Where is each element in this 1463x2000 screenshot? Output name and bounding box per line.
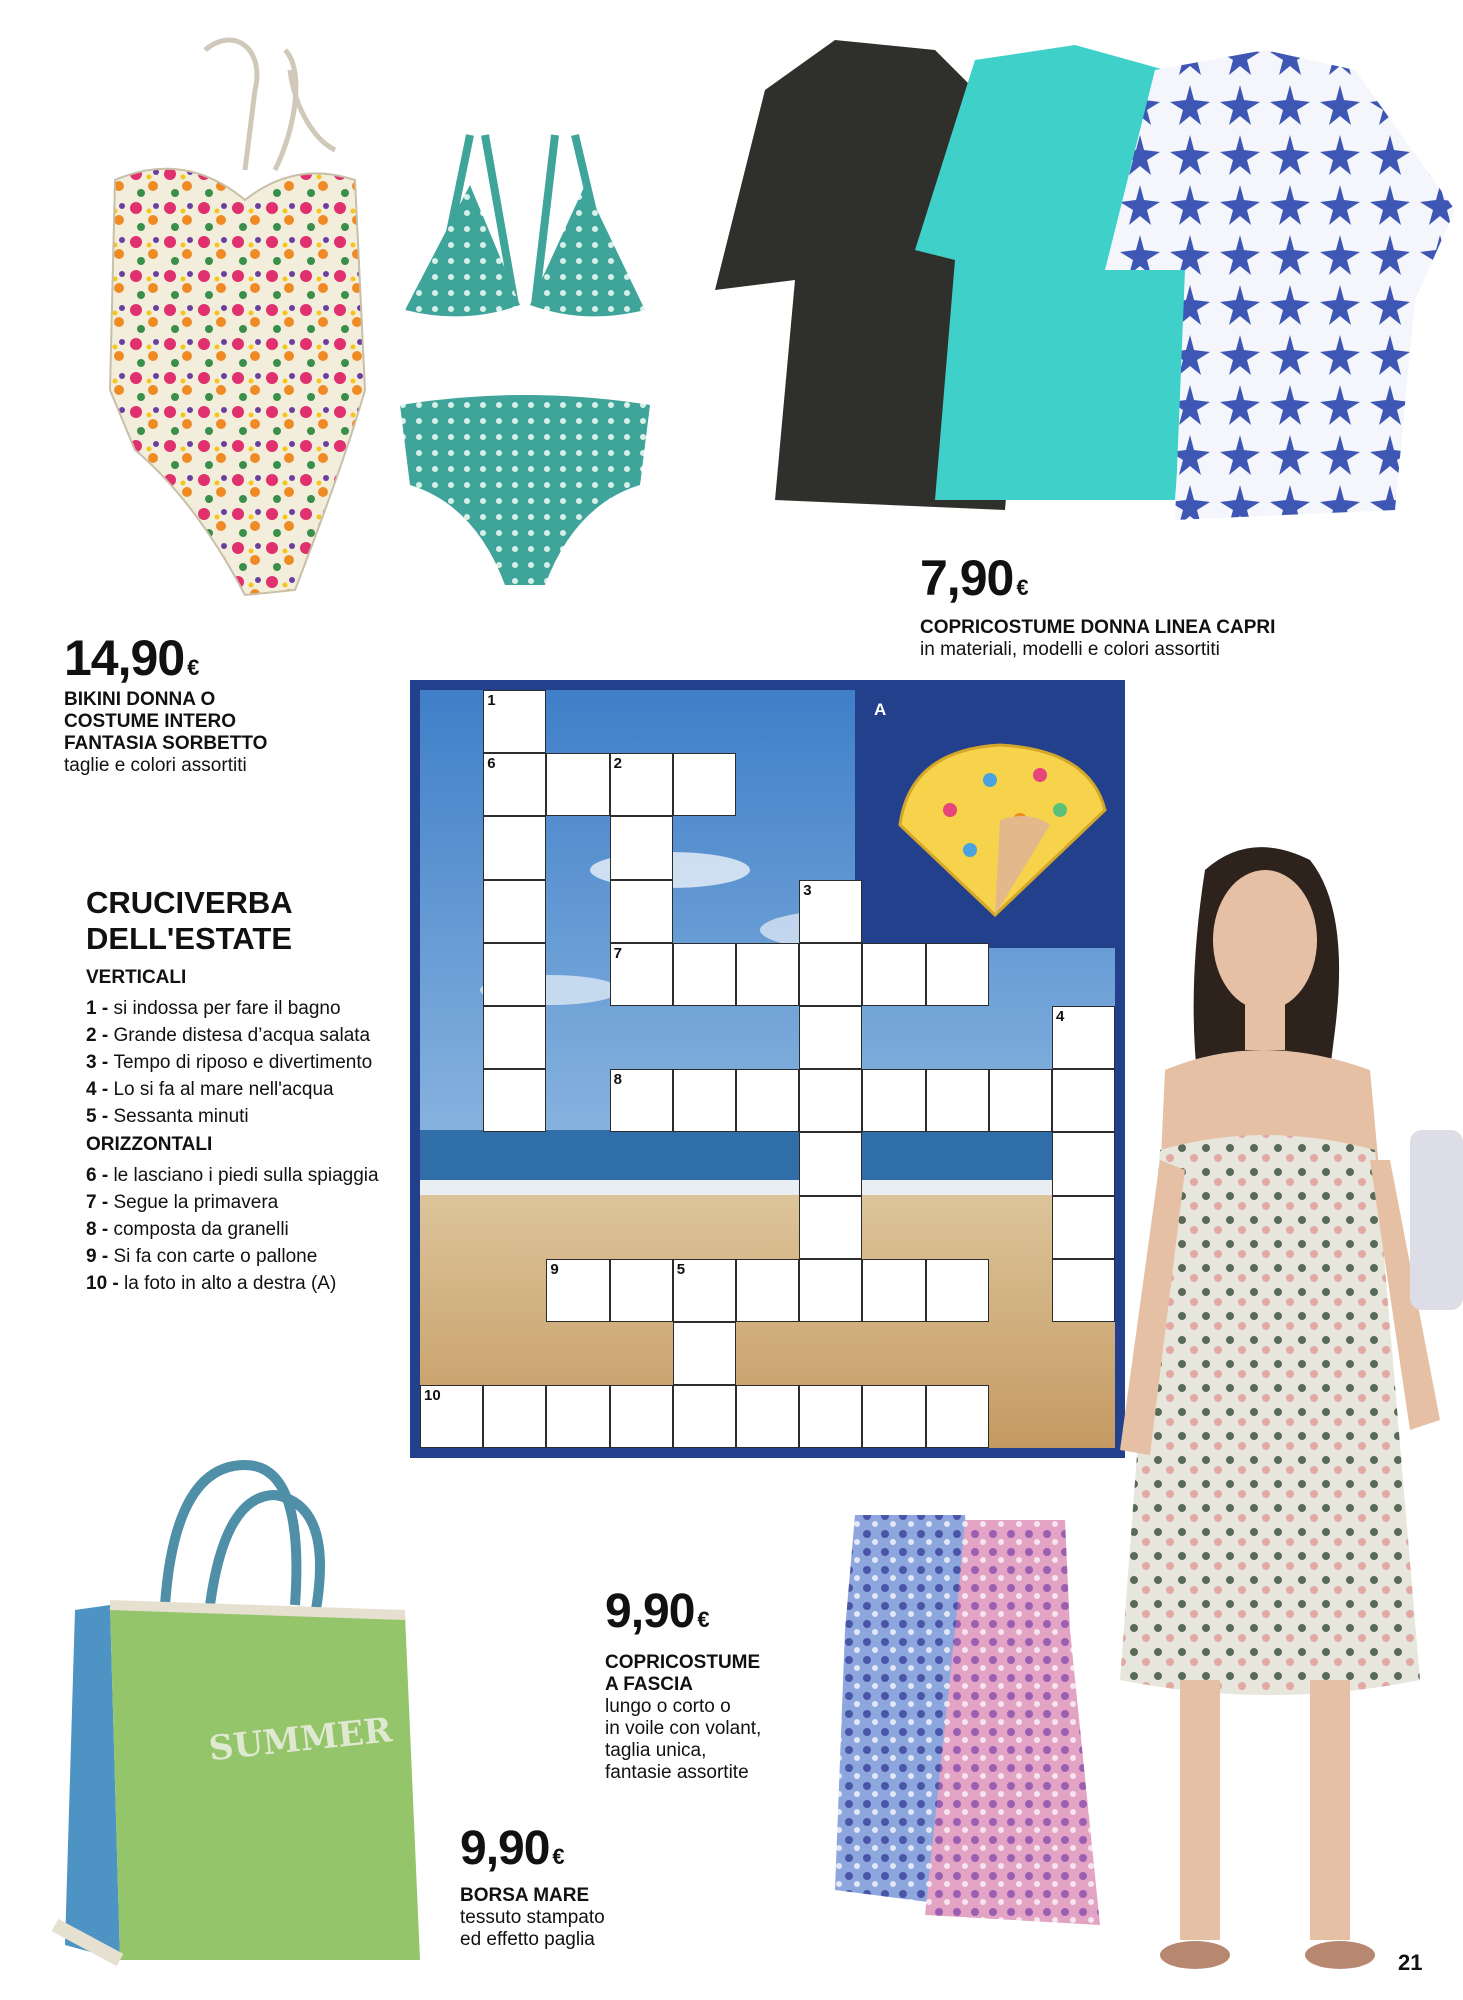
verticals-list [86,995,406,1130]
clue-number: 3 - [86,1052,114,1073]
cell-number: 5 [676,1260,686,1278]
crossword-cell[interactable] [610,880,673,943]
bag-print-text: SUMMER [207,1710,394,1770]
crossword-cell[interactable] [483,753,546,816]
horizontal-clue [86,1162,406,1189]
crossword-cell[interactable] [862,943,925,1006]
verticals-heading: VERTICALI [86,967,187,988]
crossword-panel [410,680,1125,1458]
cell-number: 2 [613,755,622,773]
crossword-cell[interactable] [610,1259,673,1322]
bikini-image [395,125,655,605]
clue-text: Sessanta minuti [113,1106,249,1127]
crossword-cell[interactable] [610,1385,673,1448]
crossword-cell[interactable] [926,1385,989,1448]
horizontal-clue [86,1270,406,1297]
clue-number: 4 - [86,1079,114,1100]
vertical-clue [86,1049,406,1076]
crossword-cell[interactable] [483,943,546,1006]
crossword-cell[interactable] [673,1259,736,1322]
crossword-cell[interactable] [673,1385,736,1448]
one-piece-swimsuit-image [95,30,385,610]
clue-text: Tempo di riposo e divertimento [113,1052,373,1073]
fascia-price: 9,90 € [605,1585,709,1638]
clue-number: 8 - [86,1219,114,1240]
crossword-cell[interactable] [799,1132,862,1195]
clue-text: Si fa con carte o pallone [113,1246,318,1267]
capri-desc: in materiali, modelli e colori assortiti [920,639,1220,660]
cell-number: 10 [424,1387,441,1405]
clue-text: la foto in alto a destra (A) [124,1273,337,1294]
clue-text: si indossa per fare il bagno [113,998,341,1019]
cell-number: 8 [613,1071,622,1089]
bag-desc: tessuto stampato ed effetto paglia [460,1907,605,1950]
crossword-cell[interactable] [673,753,736,816]
fascia-desc: lungo o corto o in voile con volant, taglia unica, fantasie assortite [605,1696,762,1783]
crossword-cell[interactable] [799,880,862,943]
crossword-cell[interactable] [673,943,736,1006]
coverups-image [715,30,1455,530]
cell-number: 7 [613,944,622,962]
clue-text: Segue la primavera [113,1192,279,1213]
swimwear-desc: taglie e colori assortiti [64,755,247,776]
swimwear-title: BIKINI DONNA O COSTUME INTERO FANTASIA SORBETTO [64,689,268,754]
horizontal-clue [86,1216,406,1243]
capri-price-block [920,550,1276,661]
crossword-cell[interactable] [926,1069,989,1132]
crossword-cell[interactable] [483,1385,546,1448]
crossword-cell[interactable] [483,1069,546,1132]
clue-number: 9 - [86,1246,114,1267]
vertical-clue [86,1103,406,1130]
cell-number: 9 [550,1260,559,1278]
clue-text: Grande distesa d’acqua salata [113,1025,371,1046]
page-number: 21 [1398,1950,1423,1975]
crossword-cell[interactable] [799,1006,862,1069]
bag-price: 9,90 € [460,1822,564,1875]
crossword-cell[interactable] [926,1259,989,1322]
horizontal-clue [86,1189,406,1216]
clue-number: 1 - [86,998,114,1019]
vertical-clue [86,1076,406,1103]
crossword-cell[interactable] [736,1259,799,1322]
crossword-cell[interactable] [673,1069,736,1132]
crossword-cell[interactable] [610,816,673,879]
crossword-grid [420,690,1115,1448]
bag-price-block [460,1822,605,1951]
crossword-cell[interactable] [862,1069,925,1132]
fascia-price-block [605,1585,762,1784]
crossword-cell[interactable] [483,690,546,753]
clue-text: composta da granelli [113,1219,289,1240]
clue-number: 5 - [86,1106,114,1127]
cell-number: 6 [487,755,496,773]
clue-number: 2 - [86,1025,114,1046]
crossword-cell[interactable] [926,943,989,1006]
capri-price: 7,90 € [920,550,1028,606]
crossword-cell[interactable] [736,1069,799,1132]
fascia-title: COPRICOSTUME A FASCIA [605,1652,761,1695]
vertical-clue [86,995,406,1022]
crossword-cell[interactable] [546,1259,609,1322]
crossword-cell[interactable] [546,753,609,816]
horizontal-clue [86,1243,406,1270]
horizontals-heading: ORIZZONTALI [86,1134,213,1155]
crossword-cell[interactable] [483,880,546,943]
crossword-cell[interactable] [799,1385,862,1448]
crossword-cell[interactable] [736,943,799,1006]
strapless-dresses-image [825,1510,1105,1930]
crossword-cell[interactable] [799,943,862,1006]
crossword-title: CRUCIVERBA DELL'ESTATE [86,885,293,956]
crossword-cell[interactable] [610,943,673,1006]
crossword-cell[interactable] [610,753,673,816]
vertical-clue [86,1022,406,1049]
clue-number: 6 - [86,1165,114,1186]
crossword-cell[interactable] [483,816,546,879]
swimwear-price: 14,90 € [64,630,199,686]
crossword-legend [86,965,406,1297]
clue-number: 10 - [86,1273,125,1294]
cell-number: 1 [487,692,496,709]
crossword-cell[interactable] [736,1385,799,1448]
swimwear-price-block [64,630,268,777]
crossword-cell[interactable] [483,1006,546,1069]
crossword-cell[interactable] [420,1385,483,1448]
crossword-cell[interactable] [989,1069,1052,1132]
crossword-cell[interactable] [799,1069,862,1132]
crossword-cell[interactable] [546,1385,609,1448]
horizontals-list [86,1162,406,1297]
woman-dress-image [1080,830,1463,1990]
bag-title: BORSA MARE [460,1885,590,1906]
clue-number: 7 - [86,1192,114,1213]
clue-text: le lasciano i piedi sulla spiaggia [113,1165,379,1186]
crossword-cell[interactable] [862,1385,925,1448]
photo-label: A [874,700,887,719]
cell-number: 4 [1056,1008,1065,1025]
crossword-cell[interactable] [673,1322,736,1385]
crossword-cell[interactable] [799,1196,862,1259]
clue-text: Lo si fa al mare nell'acqua [113,1079,334,1100]
crossword-cell[interactable] [799,1259,862,1322]
crossword-cell[interactable] [862,1259,925,1322]
cell-number: 3 [803,881,812,899]
capri-title: COPRICOSTUME DONNA LINEA CAPRI [920,617,1276,638]
beach-bag-image [35,1455,435,1970]
crossword-cell[interactable] [610,1069,673,1132]
